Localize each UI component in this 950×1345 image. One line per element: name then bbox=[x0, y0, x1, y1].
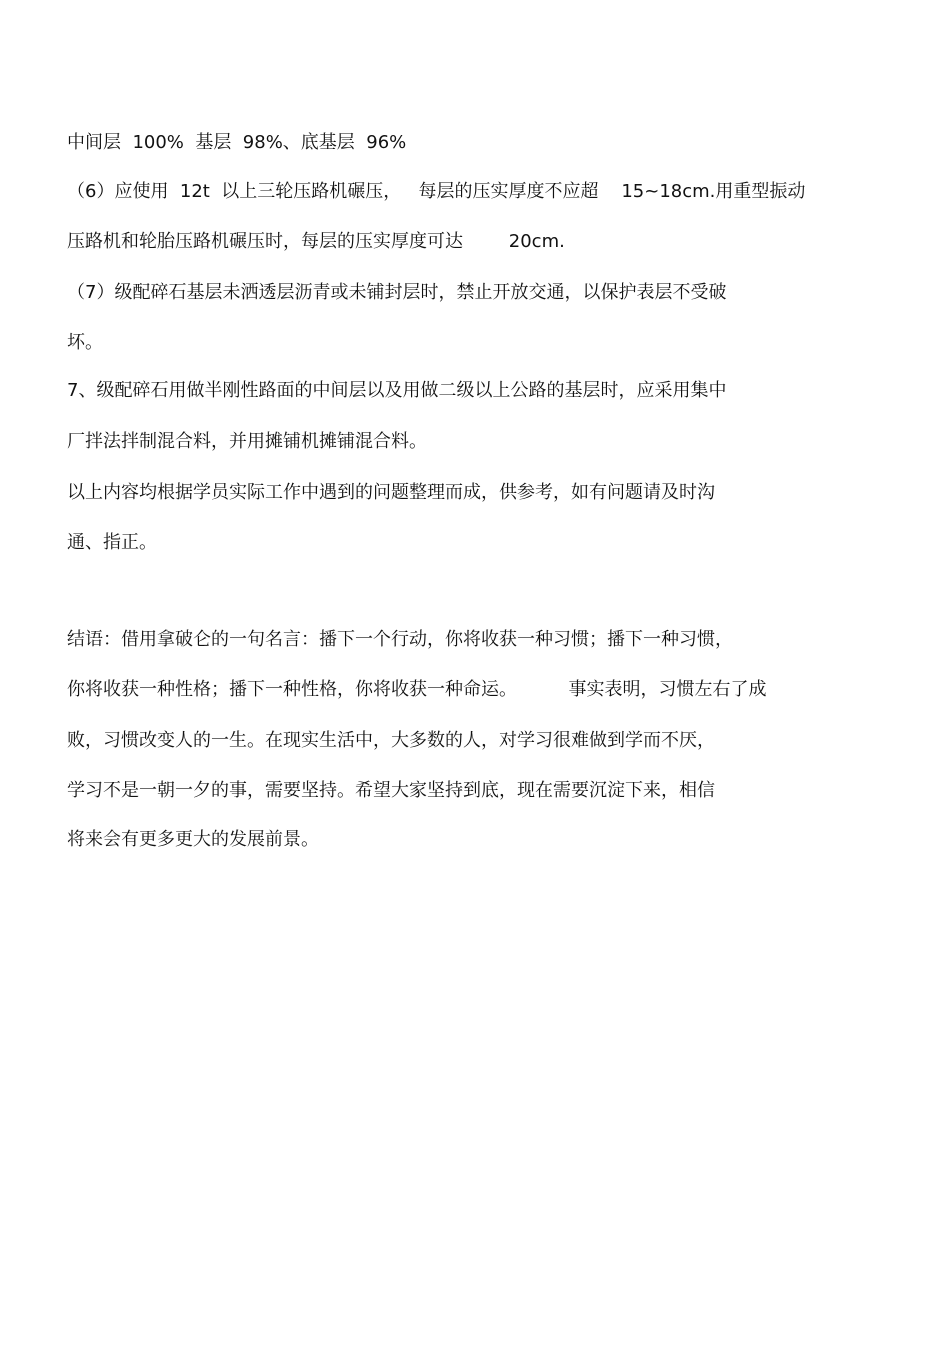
conclusion-line: 结语：借用拿破仑的一句名言：播下一个行动，你将收获一种习惯；播下一种习惯， bbox=[67, 629, 733, 650]
conclusion-line: 将来会有更多更大的发展前景。 bbox=[67, 829, 319, 850]
paragraph-line: （7）级配碎石基层未洒透层沥青或未铺封层时，禁止开放交通，以保护表层不受破 bbox=[67, 282, 727, 303]
paragraph-line: 以上内容均根据学员实际工作中遇到的问题整理而成，供参考，如有问题请及时沟 bbox=[67, 482, 715, 503]
paragraph-line: 压路机和轮胎压路机碾压时，每层的压实厚度可达 20cm. bbox=[67, 231, 565, 252]
paragraph-line: （6）应使用 12t 以上三轮压路机碾压， 每层的压实厚度不应超 15~18cm.用重型振动 bbox=[67, 181, 806, 202]
conclusion-line: 败，习惯改变人的一生。在现实生活中，大多数的人，对学习很难做到学而不厌， bbox=[67, 730, 715, 751]
paragraph-line: 中间层 100% 基层 98%、底基层 96% bbox=[67, 132, 407, 153]
paragraph-line: 7、级配碎石用做半刚性路面的中间层以及用做二级以上公路的基层时，应采用集中 bbox=[67, 380, 727, 401]
paragraph-line: 通、指正。 bbox=[67, 532, 157, 553]
conclusion-line: 你将收获一种性格；播下一种性格，你将收获一种命运。 事实表明，习惯左右了成 bbox=[67, 679, 767, 700]
paragraph-line: 厂拌法拌制混合料，并用摊铺机摊铺混合料。 bbox=[67, 431, 427, 452]
conclusion-line: 学习不是一朝一夕的事，需要坚持。希望大家坚持到底，现在需要沉淀下来，相信 bbox=[67, 780, 715, 801]
paragraph-line: 坏。 bbox=[67, 332, 103, 353]
